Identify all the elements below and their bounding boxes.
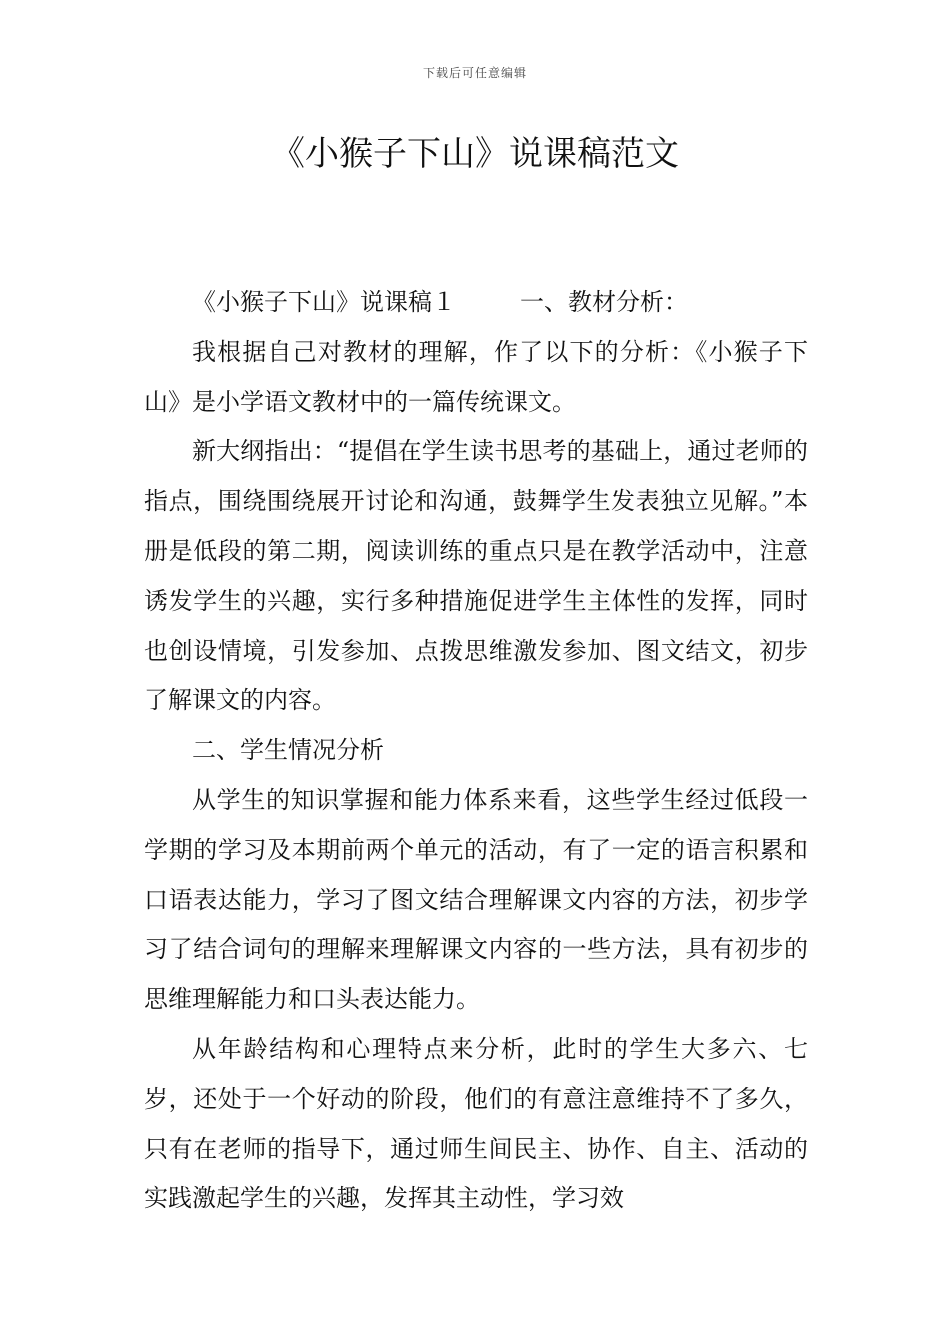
paragraph-5: 从学生的知识掌握和能力体系来看，这些学生经过低段一学期的学习及本期前两个单元的活动，有了一定的语言积累和口语表达能力，学习了图文结合理解课文内容的方法，初步学习了结合词句的理解来理解课文内容的一些方法，具有初步的思维理解能力和口头表达能力。 — [144, 785, 808, 1014]
paragraph-1-section: 一、教材分析： — [520, 288, 688, 316]
paragraph-1-heading: 《小猴子下山》说课稿１ — [192, 288, 456, 316]
paragraph-2: 我根据自己对教材的理解，作了以下的分析：《小猴子下山》是小学语文教材中的一篇传统课文。 — [144, 337, 808, 416]
paragraph-3: 新大纲指出：“提倡在学生读书思考的基础上，通过老师的指点，围绕围绕展开讨论和沟通，鼓舞学生发表独立见解。”本册是低段的第二期，阅读训练的重点只是在教学活动中，注意诱发学生的兴趣，实行多种措施促进学生主体性的发挥，同时也创设情境，引发参加、点拨思维激发参加、图文结文，初步了解课文的内容。 — [144, 437, 808, 715]
header-note: 下载后可任意编辑 — [422, 66, 527, 80]
paragraph-6: 从年龄结构和心理特点来分析，此时的学生大多六、七岁，还处于一个好动的阶段，他们的有意注意维持不了多久，只有在老师的指导下，通过师生间民主、协作、自主、活动的实践激起学生的兴趣，发挥其主动性，学习效 — [144, 1034, 808, 1213]
paragraph-4: 二、学生情况分析 — [192, 736, 384, 765]
paragraph-1 — [144, 278, 808, 328]
document-title: 《小猴子下山》说课稿范文 — [271, 134, 679, 174]
document-body — [144, 278, 808, 1224]
